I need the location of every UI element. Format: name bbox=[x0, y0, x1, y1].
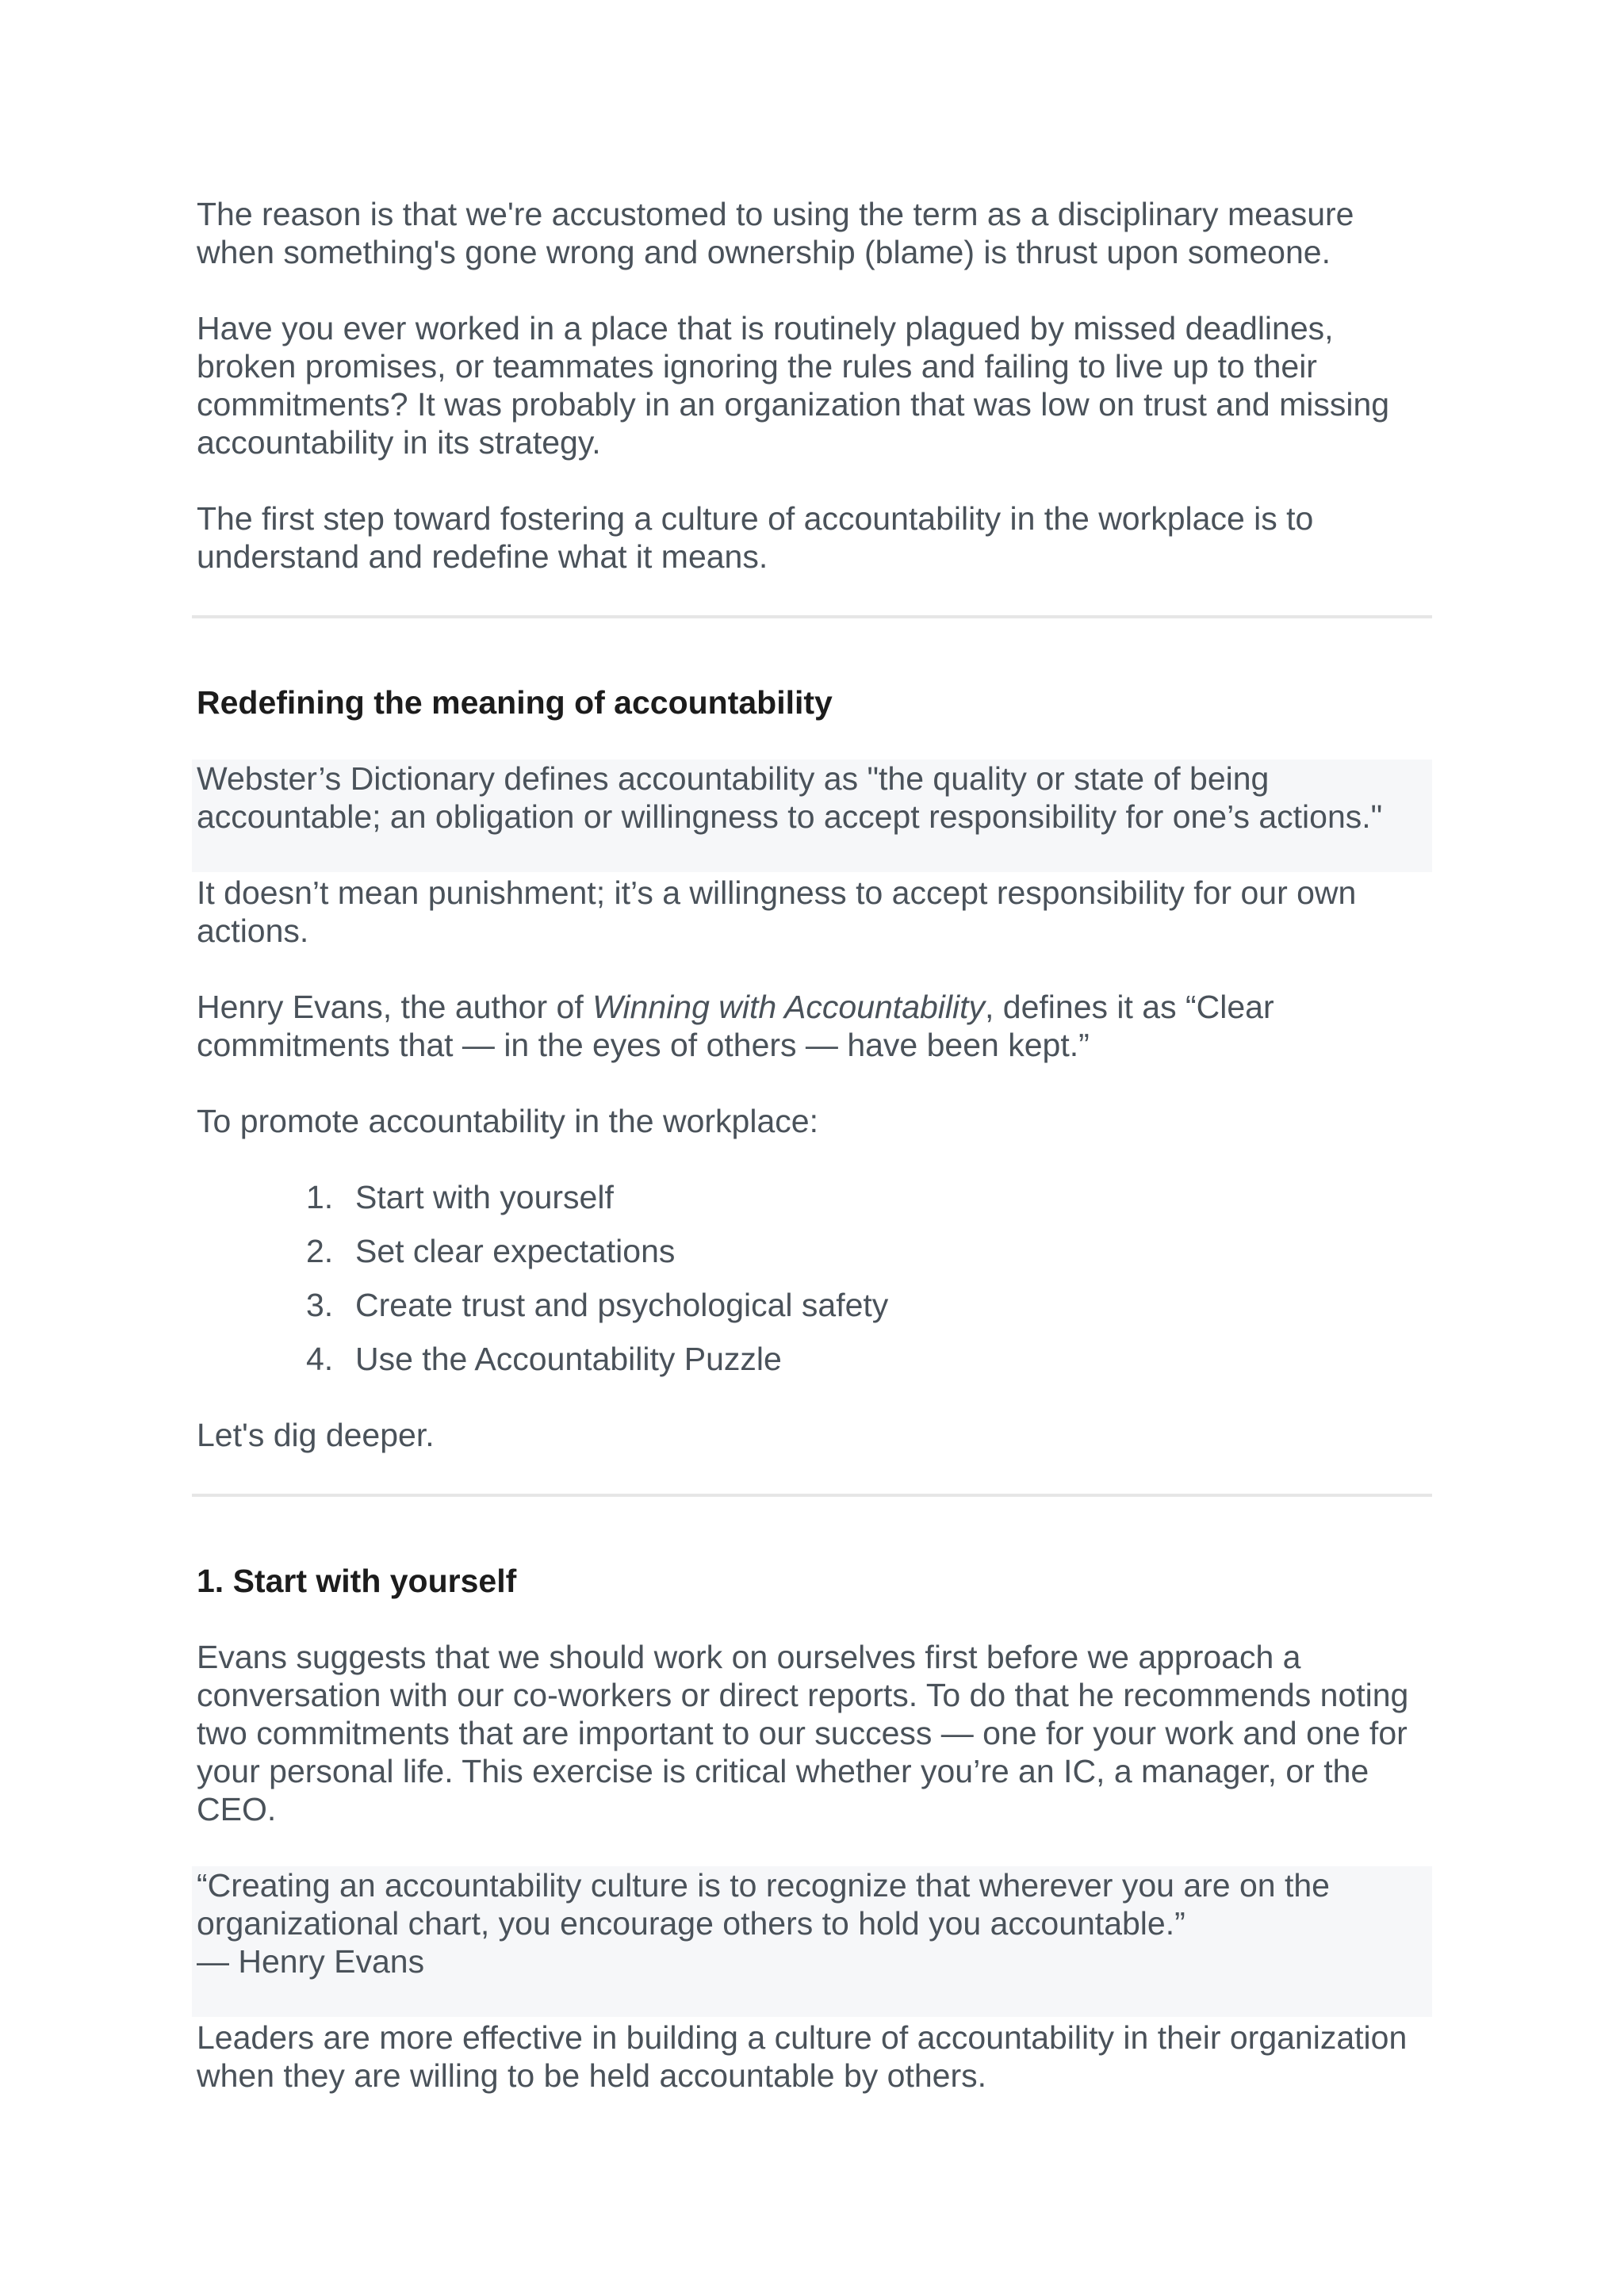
list-item bbox=[197, 1178, 1434, 1232]
list-item bbox=[197, 1232, 1434, 1286]
punishment-paragraph: It doesn’t mean punishment; it’s a willingness to accept responsibility for our own actions. bbox=[197, 874, 1357, 949]
steps-list bbox=[197, 1178, 1434, 1378]
book-title: Winning with Accountability bbox=[592, 989, 986, 1025]
evans-definition-paragraph bbox=[197, 988, 1434, 1064]
definition-callout bbox=[192, 760, 1432, 872]
evans-text-end: , defines it as “Clear commitments that — in the eyes of others — have been kept.” bbox=[197, 989, 1274, 1063]
list-item-text: Start with yourself bbox=[355, 1179, 614, 1215]
list-item-text: Set clear expectations bbox=[355, 1233, 676, 1269]
list-item bbox=[197, 1340, 1434, 1378]
document-page bbox=[197, 195, 1434, 2095]
list-intro: To promote accountability in the workplace: bbox=[197, 1103, 818, 1139]
dig-deeper-paragraph: Let's dig deeper. bbox=[197, 1417, 435, 1453]
intro-paragraph-3: The first step toward fostering a culture of accountability in the workplace is to understand and redefine what it means. bbox=[197, 500, 1314, 575]
list-item bbox=[197, 1286, 1434, 1340]
evans-text-start: Henry Evans, the author of bbox=[197, 989, 593, 1025]
leaders-paragraph: Leaders are more effective in building a culture of accountability in their organization when they are willing to be held accountable by others. bbox=[197, 2019, 1408, 2094]
list-item-number: 1. bbox=[306, 1179, 334, 1215]
intro-paragraph-1: The reason is that we're accustomed to using the term as a disciplinary measure when something's gone wrong and ownership (blame) is thrust upon someone. bbox=[197, 196, 1354, 270]
list-item-number: 3. bbox=[306, 1287, 334, 1323]
section-heading-start-with-yourself: 1. Start with yourself bbox=[197, 1563, 517, 1599]
quote-text: “Creating an accountability culture is to recognize that wherever you are on the organizational chart, you encourage others to hold you accountable.” bbox=[197, 1867, 1330, 1942]
quote-callout bbox=[192, 1866, 1432, 2017]
intro-paragraph-2: Have you ever worked in a place that is routinely plagued by missed deadlines, broken promises, or teammates ignoring the rules and failing to live up to their commitments? It was probably in an organization that was low on trust and missing accountability in its strategy. bbox=[197, 310, 1390, 461]
list-item-text: Create trust and psychological safety bbox=[355, 1287, 889, 1323]
definition-text: Webster’s Dictionary defines accountability as "the quality or state of being accountable; an obligation or willingness to accept responsibility for one’s actions." bbox=[197, 760, 1383, 835]
evans-suggestion-paragraph: Evans suggests that we should work on ourselves first before we approach a conversation with our co-workers or direct reports. To do that he recommends noting two commitments that are important to our success — one for your work and one for your personal life. This exercise is critical whether you’re an IC, a manager, or the CEO. bbox=[197, 1639, 1409, 1827]
list-item-text: Use the Accountability Puzzle bbox=[355, 1341, 782, 1377]
section-heading-redefining: Redefining the meaning of accountability bbox=[197, 684, 833, 721]
list-item-number: 2. bbox=[306, 1233, 334, 1269]
list-item-number: 4. bbox=[306, 1341, 334, 1377]
quote-author: — Henry Evans bbox=[197, 1943, 425, 1980]
